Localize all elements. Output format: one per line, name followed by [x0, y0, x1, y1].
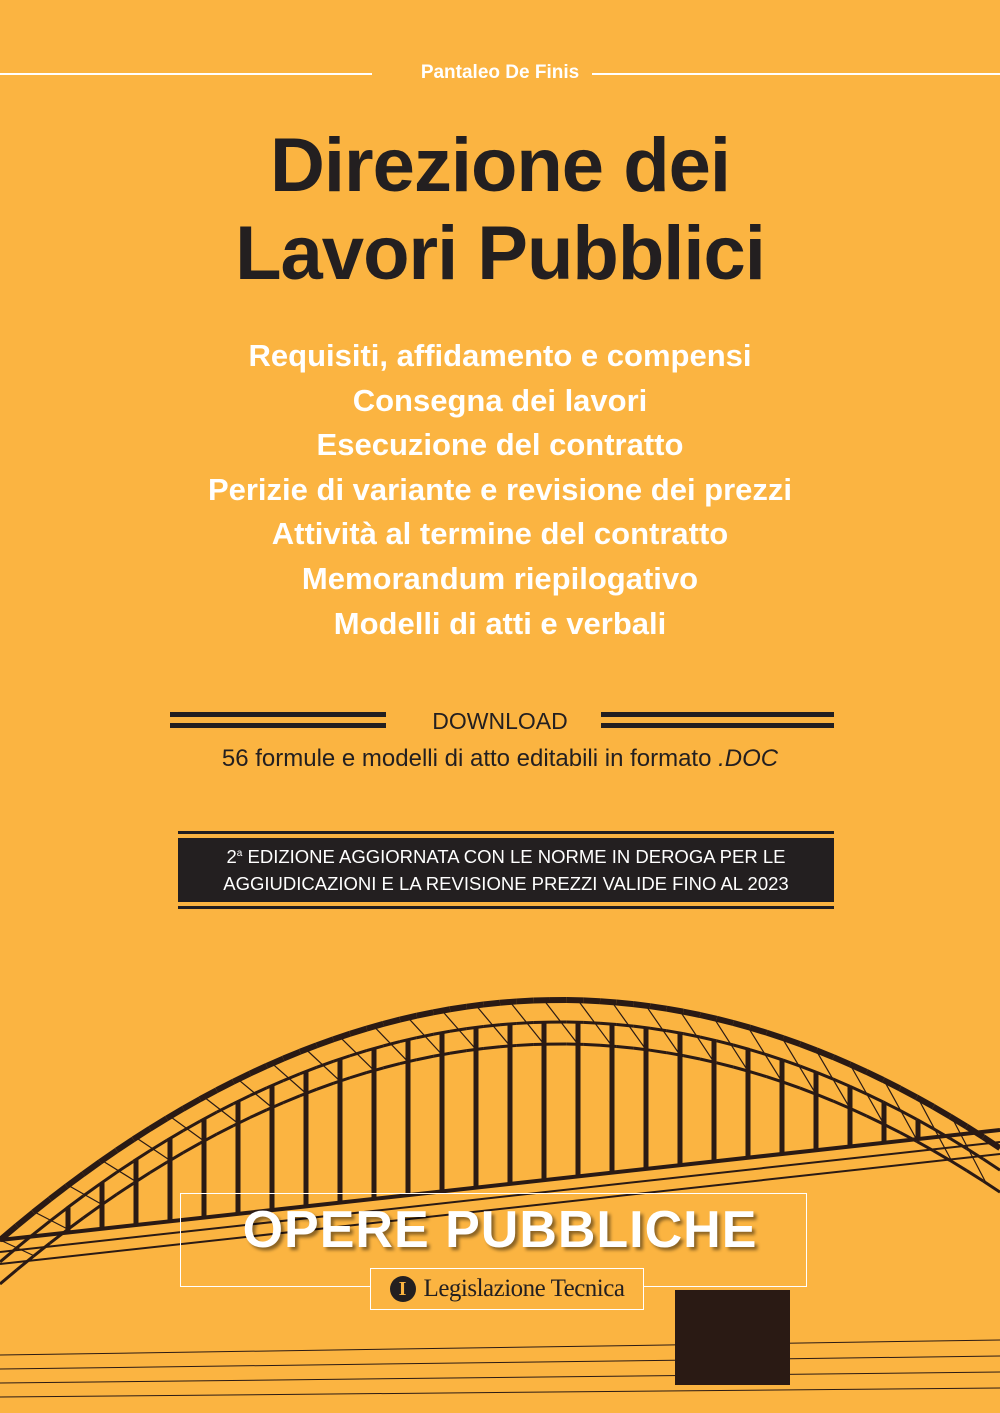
bridge-arch [517, 1001, 534, 1002]
edition-text-1: EDIZIONE AGGIORNATA CON LE NORME IN DEROGA PER LE [247, 846, 786, 868]
bridge-arch [583, 1000, 600, 1001]
bridge-arch [283, 1052, 300, 1059]
bridge-arch [817, 1094, 834, 1101]
bridge-arch [83, 1184, 100, 1196]
publisher-emblem-icon: I [390, 1276, 416, 1302]
bridge-arch [150, 1118, 167, 1128]
topic-item: Esecuzione del contratto [316, 427, 684, 463]
bridge-arch [650, 1006, 667, 1009]
bridge-truss [306, 1049, 340, 1081]
bridge-arch [217, 1126, 234, 1135]
bridge-arch [717, 1063, 734, 1067]
bridge-illustration [0, 960, 1000, 1413]
bridge-truss [408, 1018, 442, 1055]
bridge-arch [933, 1107, 950, 1117]
bridge-arch [417, 1012, 434, 1015]
bridge-arch [617, 1002, 634, 1004]
bridge-arch [267, 1081, 284, 1088]
ground-line [0, 1388, 1000, 1397]
bridge-arch [450, 1051, 467, 1054]
topic-item: Attività al termine del contratto [271, 516, 729, 552]
bridge-arch [617, 1046, 634, 1048]
book-title [0, 122, 1000, 298]
bridge-arch [283, 1096, 300, 1103]
edition-ordinal: a [236, 848, 243, 859]
bridge-truss [238, 1079, 272, 1107]
bridge-arch [250, 1110, 267, 1118]
bridge-arch [383, 1064, 400, 1068]
download-text: 56 formule e modelli di atto editabili in formato [221, 745, 712, 772]
bridge-arch [450, 1007, 467, 1010]
bridge-arch [983, 1159, 1000, 1170]
topic-item: Consegna dei lavori [352, 382, 648, 418]
bridge-arch [183, 1121, 200, 1130]
ground-line [0, 1340, 1000, 1355]
bridge-arch [900, 1088, 917, 1097]
bridge-arch [83, 1162, 100, 1174]
ground-line [0, 1356, 1000, 1369]
bridge-arch [100, 1172, 117, 1184]
title-line-1: Direzione dei [270, 123, 730, 208]
bridge-arch [950, 1160, 967, 1170]
download-label: DOWNLOAD [432, 708, 568, 734]
bridge-arch [767, 1033, 784, 1038]
bridge-arch [133, 1129, 150, 1140]
bridge-arch [483, 1003, 500, 1005]
bridge-arch [67, 1174, 84, 1186]
bridge-arch [433, 1009, 450, 1012]
topic-item: Requisiti, affidamento e compensi [248, 338, 752, 373]
bridge-arch [417, 1056, 434, 1059]
bridge-arch [350, 1029, 367, 1034]
bridge-arch [467, 1004, 484, 1006]
bridge-arch [867, 1116, 884, 1124]
bridge-arch [800, 1044, 817, 1050]
author-name: Pantaleo De Finis [420, 62, 580, 83]
bridge-truss [340, 1037, 374, 1070]
bridge-arch [633, 1004, 650, 1006]
title-line-2: Lavori Pubblici [235, 211, 765, 296]
bridge-arch [600, 1001, 617, 1002]
bridge-arch [283, 1074, 300, 1081]
bridge-arch [683, 1012, 700, 1015]
bridge-arch [233, 1074, 250, 1082]
bridge-arch [583, 1044, 600, 1045]
bridge-arch [317, 1083, 334, 1089]
topic-item: Perizie di variante e revisione dei prezzi [207, 471, 793, 507]
bridge-arch [917, 1097, 934, 1106]
bridge-truss [272, 1063, 306, 1093]
bridge-arch [267, 1059, 284, 1066]
bridge-arch [150, 1162, 167, 1172]
bridge-arch [833, 1057, 850, 1064]
edition-line-2: AGGIUDICAZIONI E LA REVISIONE PREZZI VALIDE FINO AL 2023 [223, 873, 789, 895]
bridge-arch [733, 1023, 750, 1028]
bridge-arch [117, 1139, 134, 1150]
bridge-arch [750, 1072, 767, 1077]
bridge-arch [217, 1082, 234, 1091]
bridge-arch [867, 1072, 884, 1080]
bridge-arch [733, 1045, 750, 1050]
bridge-arch [217, 1104, 234, 1113]
bridge-arch [750, 1028, 767, 1033]
bridge-pier [675, 1290, 790, 1385]
bridge-arch [583, 1022, 600, 1023]
topics-list [0, 334, 1000, 646]
bridge-arch [250, 1066, 267, 1074]
bridge-truss [442, 1011, 476, 1050]
bridge-arch [117, 1183, 134, 1194]
bridge-arch [383, 1020, 400, 1024]
bridge-arch [267, 1103, 284, 1110]
edition-banner [178, 831, 834, 909]
ground-line [0, 1372, 1000, 1383]
bridge-arch [483, 1025, 500, 1027]
publisher-logo [370, 1268, 644, 1310]
bridge-arch [717, 1019, 734, 1023]
bridge-arch [0, 1270, 17, 1284]
bridge-arch [683, 1056, 700, 1059]
bridge-arch [50, 1186, 67, 1199]
bridge-arch [650, 1028, 667, 1031]
bridge-arch [183, 1143, 200, 1152]
series-title: OPERE PUBBLICHE [242, 1201, 758, 1259]
topic-item: Memorandum riepilogativo [301, 560, 699, 596]
bridge-arch [517, 1023, 534, 1024]
bridge-arch [167, 1109, 184, 1119]
bridge-arch [767, 1055, 784, 1060]
bridge-arch [183, 1099, 200, 1108]
bridge-arch [617, 1024, 634, 1026]
download-description [0, 745, 1000, 773]
publisher-name: Legislazione Tecnica [423, 1275, 625, 1302]
bridge-arch [483, 1047, 500, 1049]
topic-item: Modelli di atti e verbali [333, 605, 667, 641]
bridge-arch [517, 1045, 534, 1046]
download-format: .DOC [718, 745, 779, 772]
edition-line-1 [178, 840, 834, 870]
bridge-arch [500, 1001, 517, 1002]
edition-number: 2 [226, 846, 237, 868]
bridge-truss [204, 1097, 238, 1123]
bridge-arch [783, 1082, 800, 1088]
bridge-arch [200, 1090, 217, 1099]
bridge-arch [350, 1073, 367, 1078]
bridge-arch [650, 1050, 667, 1053]
bridge-truss [374, 1026, 408, 1061]
bridge-arch [317, 1039, 334, 1045]
